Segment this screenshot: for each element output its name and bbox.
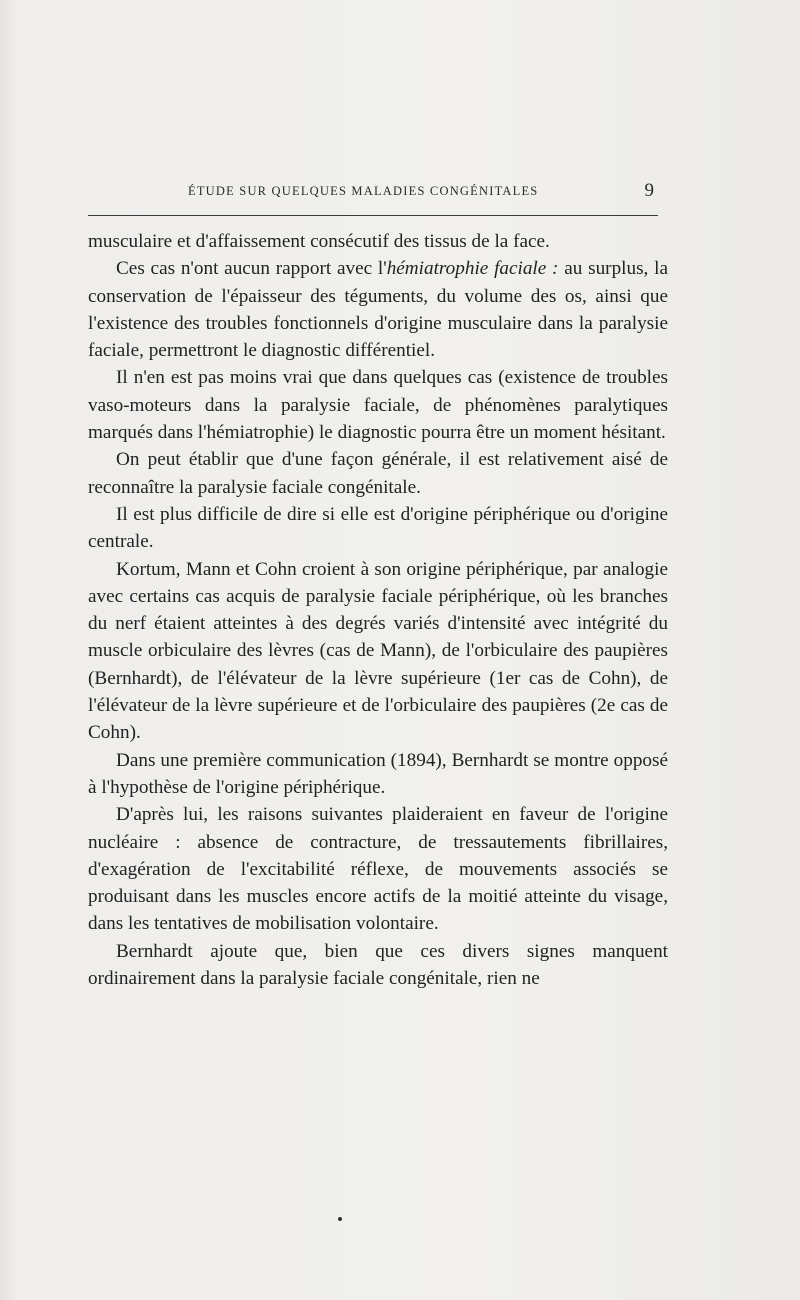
paragraph-1: musculaire et d'affaissement consécutif des tissus de la face. bbox=[88, 231, 550, 252]
paragraph-9: Bernhardt ajoute que, bien que ces divers signes manquent ordinairement dans la paralysie faciale congénitale, rien ne bbox=[88, 940, 668, 990]
ink-dot bbox=[338, 1217, 342, 1221]
header-rule bbox=[88, 215, 658, 216]
page-number: 9 bbox=[644, 180, 654, 201]
italic-term: hémiatrophie faciale : bbox=[386, 258, 559, 280]
running-title: ÉTUDE SUR QUELQUES MALADIES CONGÉNITALES bbox=[188, 184, 539, 198]
paragraph-3: Il n'en est pas moins vrai que dans quelques cas (existence de troubles vaso-moteurs dans la paralysie faciale, de phénomènes paralytiques marqués dans l'hémiatrophie) le diagnostic pourra être un moment hésitant. bbox=[88, 367, 668, 444]
paragraph-4: On peut établir que d'une façon générale, il est relativement aisé de reconnaître la paralysie faciale congénitale. bbox=[88, 449, 668, 498]
paragraph-7: Dans une première communication (1894), Bernhardt se montre opposé à l'hypothèse de l'origine périphérique. bbox=[88, 749, 668, 798]
page-header bbox=[88, 180, 658, 206]
paragraph-2: Ces cas n'ont aucun rapport avec l'hémiatrophie faciale : au surplus, la conservation de l'épaisseur des téguments, du volume des os, ainsi que l'existence des troubles fonctionnels d'origine musculaire dans la paralysie faciale, permettront le diagnostic différentiel. bbox=[88, 258, 668, 362]
paragraph-5: Il est plus difficile de dire si elle est d'origine périphérique ou d'origine centrale. bbox=[88, 503, 668, 553]
paragraph-6: Kortum, Mann et Cohn croient à son origine périphérique, par analogie avec certains cas acquis de paralysie faciale périphérique, où les branches du nerf étaient atteintes à des degrés variés d'intensité avec intégrité du muscle orbiculaire des lèvres (cas de Mann), de l'orbiculaire des paupières (Bernhardt), de l'élévateur de la lèvre supérieure (1er cas de Cohn), de l'élévateur de la lèvre supérieure et de l'orbiculaire des paupières (2e cas de Cohn). bbox=[88, 558, 668, 744]
body-text bbox=[88, 228, 668, 992]
paragraph-8: D'après lui, les raisons suivantes plaideraient en faveur de l'origine nucléaire : absence de contracture, de tressautements fibrillaires, d'exagération de l'excitabilité réflexe, de mouvements associés se produisant dans les muscles encore actifs de la moitié atteinte du visage, dans les tentatives de mobilisation volontaire. bbox=[88, 804, 668, 935]
